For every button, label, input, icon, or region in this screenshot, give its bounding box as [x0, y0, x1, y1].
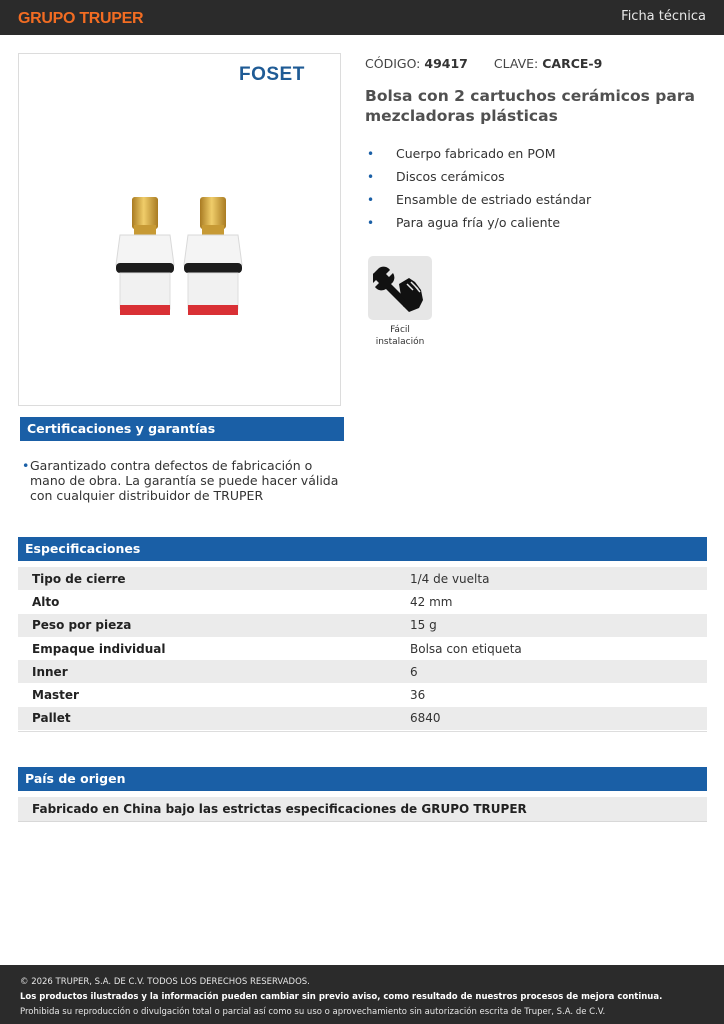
easy-install-badge — [368, 256, 432, 320]
code-label: CÓDIGO: — [365, 56, 421, 71]
table-row — [18, 614, 707, 637]
table-row — [18, 637, 707, 660]
spec-value: 36 — [410, 683, 707, 706]
table-row — [18, 590, 707, 613]
cartridge-left — [116, 197, 174, 315]
product-image-frame — [18, 53, 341, 406]
key-label: CLAVE: — [493, 56, 539, 71]
specifications-heading: Especificaciones — [18, 537, 707, 561]
table-row — [18, 660, 707, 683]
guarantee-text-block: • Garantizado contra defectos de fabricación o mano de obra. La garantía se puede hacer válida con cualquier distribuidor de TRUPER — [22, 458, 342, 503]
spec-label: Tipo de cierre — [18, 567, 410, 590]
feature-item: • Cuerpo fabricado en POM — [365, 146, 591, 169]
key-value: CARCE-9 — [542, 56, 603, 71]
spec-value: 15 g — [410, 614, 707, 637]
code-value: 49417 — [424, 56, 468, 71]
spec-label: Pallet — [18, 707, 410, 730]
sheet-type-label: Ficha técnica — [621, 9, 706, 24]
product-codes — [365, 56, 602, 71]
feature-item: • Para agua fría y/o caliente — [365, 215, 591, 238]
cartridge-product-image — [104, 189, 264, 369]
foset-brand-logo: FOSET — [239, 64, 305, 85]
product-title: Bolsa con 2 cartuchos cerámicos para mezcladoras plásticas — [365, 87, 695, 125]
spec-label: Peso por pieza — [18, 614, 410, 637]
page-footer — [0, 965, 724, 1024]
table-row — [18, 707, 707, 730]
brand-logo[interactable]: GRUPO TRUPER — [18, 10, 144, 27]
specifications-table — [18, 567, 707, 730]
spec-value: 6 — [410, 660, 707, 683]
certifications-heading: Certificaciones y garantías — [20, 417, 344, 441]
spec-value: 6840 — [410, 707, 707, 730]
reproduction-notice: Prohibida su reproducción o divulgación total o parcial así como su uso o aprovechamiento sin autorización escrita de Truper, S.A. de C.V. — [20, 1007, 606, 1017]
feature-item: • Discos cerámicos — [365, 169, 591, 192]
wrench-hand-icon — [373, 262, 427, 314]
disclaimer-text: Los productos ilustrados y la información pueden cambiar sin previo aviso, como resultado de nuestros procesos de mejora continua. — [20, 992, 663, 1002]
cartridge-right — [184, 197, 242, 315]
spec-value: 42 mm — [410, 590, 707, 613]
spec-value: Bolsa con etiqueta — [410, 637, 707, 660]
table-row — [18, 683, 707, 706]
spec-label: Empaque individual — [18, 637, 410, 660]
table-divider — [18, 731, 707, 732]
origin-text: Fabricado en China bajo las estrictas especificaciones de GRUPO TRUPER — [18, 797, 707, 822]
guarantee-text: Garantizado contra defectos de fabricación o mano de obra. La garantía se puede hacer válida con cualquier distribuidor de TRUPER — [30, 458, 339, 503]
origin-heading: País de origen — [18, 767, 707, 791]
spec-value: 1/4 de vuelta — [410, 567, 707, 590]
feature-item: • Ensamble de estriado estándar — [365, 192, 591, 215]
feature-list — [365, 146, 591, 238]
top-header-bar — [0, 0, 724, 35]
spec-label: Master — [18, 683, 410, 706]
spec-label: Alto — [18, 590, 410, 613]
easy-install-caption: Fácil instalación — [375, 325, 425, 347]
spec-label: Inner — [18, 660, 410, 683]
table-row — [18, 567, 707, 590]
copyright-text: © 2026 TRUPER, S.A. DE C.V. TODOS LOS DERECHOS RESERVADOS. — [20, 977, 310, 987]
